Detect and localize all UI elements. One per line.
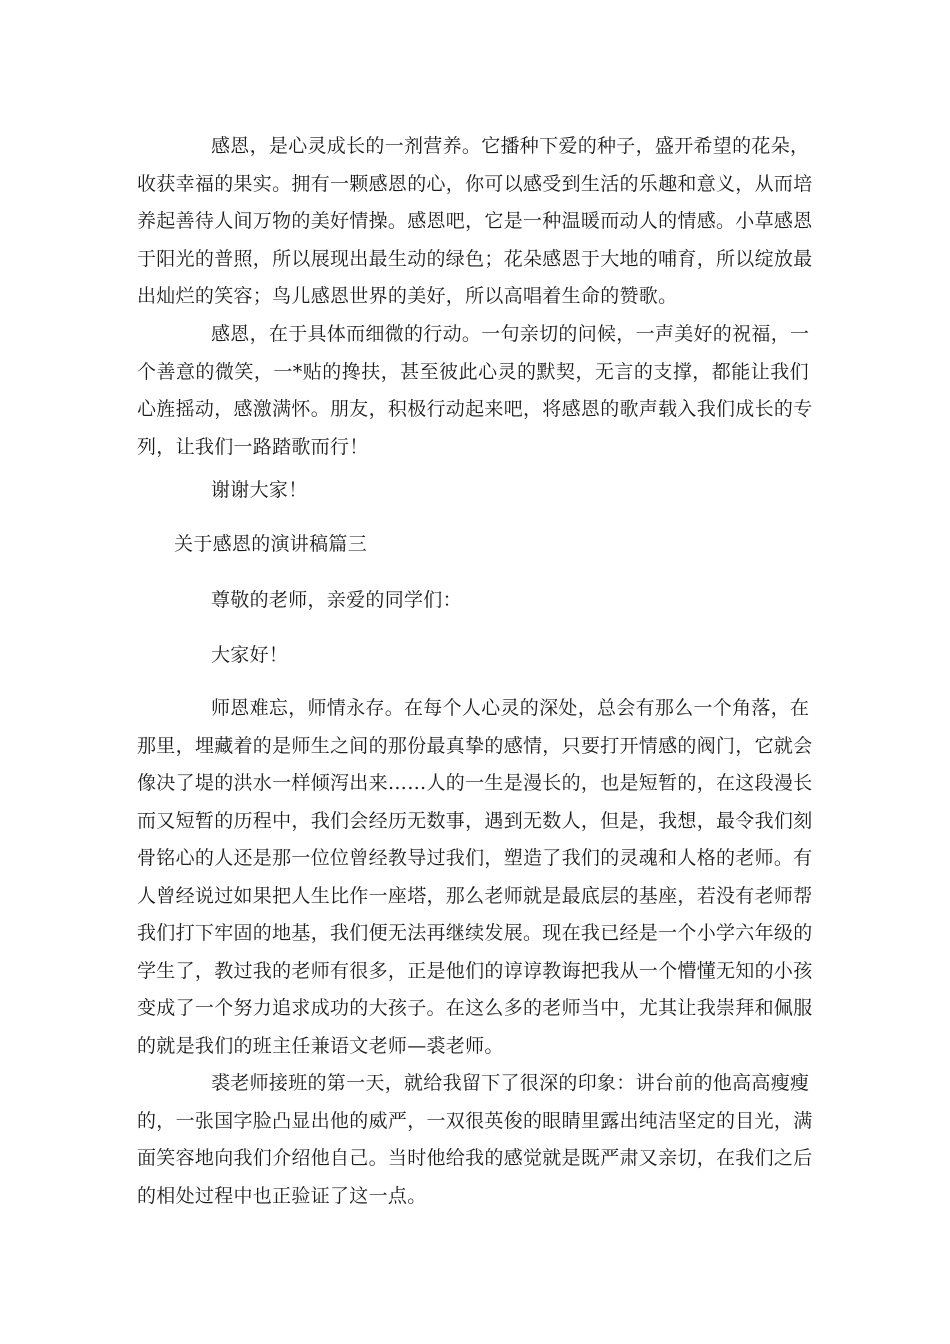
paragraph-line: 学生了，教过我的老师有很多，正是他们的谆谆教诲把我从一个懵懂无知的小孩: [137, 959, 813, 982]
paragraph-teacher-memory: [137, 690, 813, 1065]
paragraph-line: 于阳光的普照，所以展现出最生动的绿色；花朵感恩于大地的哺育，所以绽放最: [137, 247, 813, 270]
paragraph-line: 收获幸福的果实。拥有一颗感恩的心，你可以感受到生活的乐趣和意义，从而培: [137, 172, 813, 195]
paragraph-line: 裘老师接班的第一天，就给我留下了很深的印象：讲台前的他高高瘦瘦: [211, 1072, 810, 1094]
paragraph-line: 那里，埋藏着的是师生之间的那份最真挚的感情，只要打开情感的阀门，它就会: [137, 734, 813, 757]
paragraph-line: 变成了一个努力追求成功的大孩子。在这么多的老师当中，尤其让我崇拜和佩服: [137, 997, 813, 1019]
paragraph-teacher-qiu: [137, 1065, 813, 1215]
greeting-line: 大家好！: [211, 644, 289, 666]
paragraph-line: 的就是我们的班主任兼语文老师—裘老师。: [137, 1034, 504, 1057]
paragraph-line: 我们打下牢固的地基，我们便无法再继续发展。现在我已经是一个小学六年级的: [137, 922, 813, 944]
paragraph-line: 感恩，在于具体而细微的行动。一句亲切的问候，一声美好的祝福，一: [211, 323, 810, 345]
salutation-line: 尊敬的老师，亲爱的同学们：: [211, 589, 462, 611]
paragraph-line: 骨铭心的人还是那一位位曾经教导过我们，塑造了我们的灵魂和人格的老师。有: [137, 847, 813, 869]
thanks-line: 谢谢大家！: [211, 479, 308, 501]
paragraph-line: 列，让我们一路踏歌而行！: [137, 435, 369, 458]
paragraph-line: 感恩，是心灵成长的一剂营养。它播种下爱的种子，盛开希望的花朵，: [211, 135, 810, 157]
paragraph-line: 的相处过程中也正验证了这一点。: [137, 1184, 427, 1207]
paragraph-gratitude-growth: [137, 128, 813, 316]
paragraph-line: 而又短暂的历程中，我们会经历无数事，遇到无数人，但是，我想，最令我们刻: [137, 809, 813, 832]
paragraph-line: 出灿烂的笑容；鸟儿感恩世界的美好，所以高唱着生命的赞歌。: [137, 285, 678, 307]
paragraph-line: 个善意的微笑，一*贴的搀扶，甚至彼此心灵的默契，无言的支撑，都能让我们: [137, 360, 809, 383]
paragraph-line: 的，一张国字脸凸显出他的威严，一双很英俊的眼睛里露出纯洁坚定的目光，满: [137, 1109, 813, 1132]
paragraph-line: 养起善待人间万物的美好情操。感恩吧，它是一种温暖而动人的情感。小草感恩: [137, 210, 813, 232]
paragraph-line: 心旌摇动，感激满怀。朋友，积极行动起来吧，将感恩的歌声载入我们成长的专: [137, 398, 813, 420]
paragraph-line: 师恩难忘，师情永存。在每个人心灵的深处，总会有那么一个角落，在: [211, 697, 810, 719]
paragraph-gratitude-action: [137, 316, 813, 466]
paragraph-line: 人曾经说过如果把人生比作一座塔，那么老师就是最底层的基座，若没有老师帮: [137, 884, 813, 907]
paragraph-line: 面笑容地向我们介绍他自己。当时他给我的感觉就是既严肃又亲切，在我们之后: [137, 1147, 813, 1169]
paragraph-line: 像决了堤的洪水一样倾泻出来……人的一生是漫长的，也是短暂的，在这段漫长: [137, 772, 813, 794]
section-title: 关于感恩的演讲稿篇三: [174, 533, 368, 555]
